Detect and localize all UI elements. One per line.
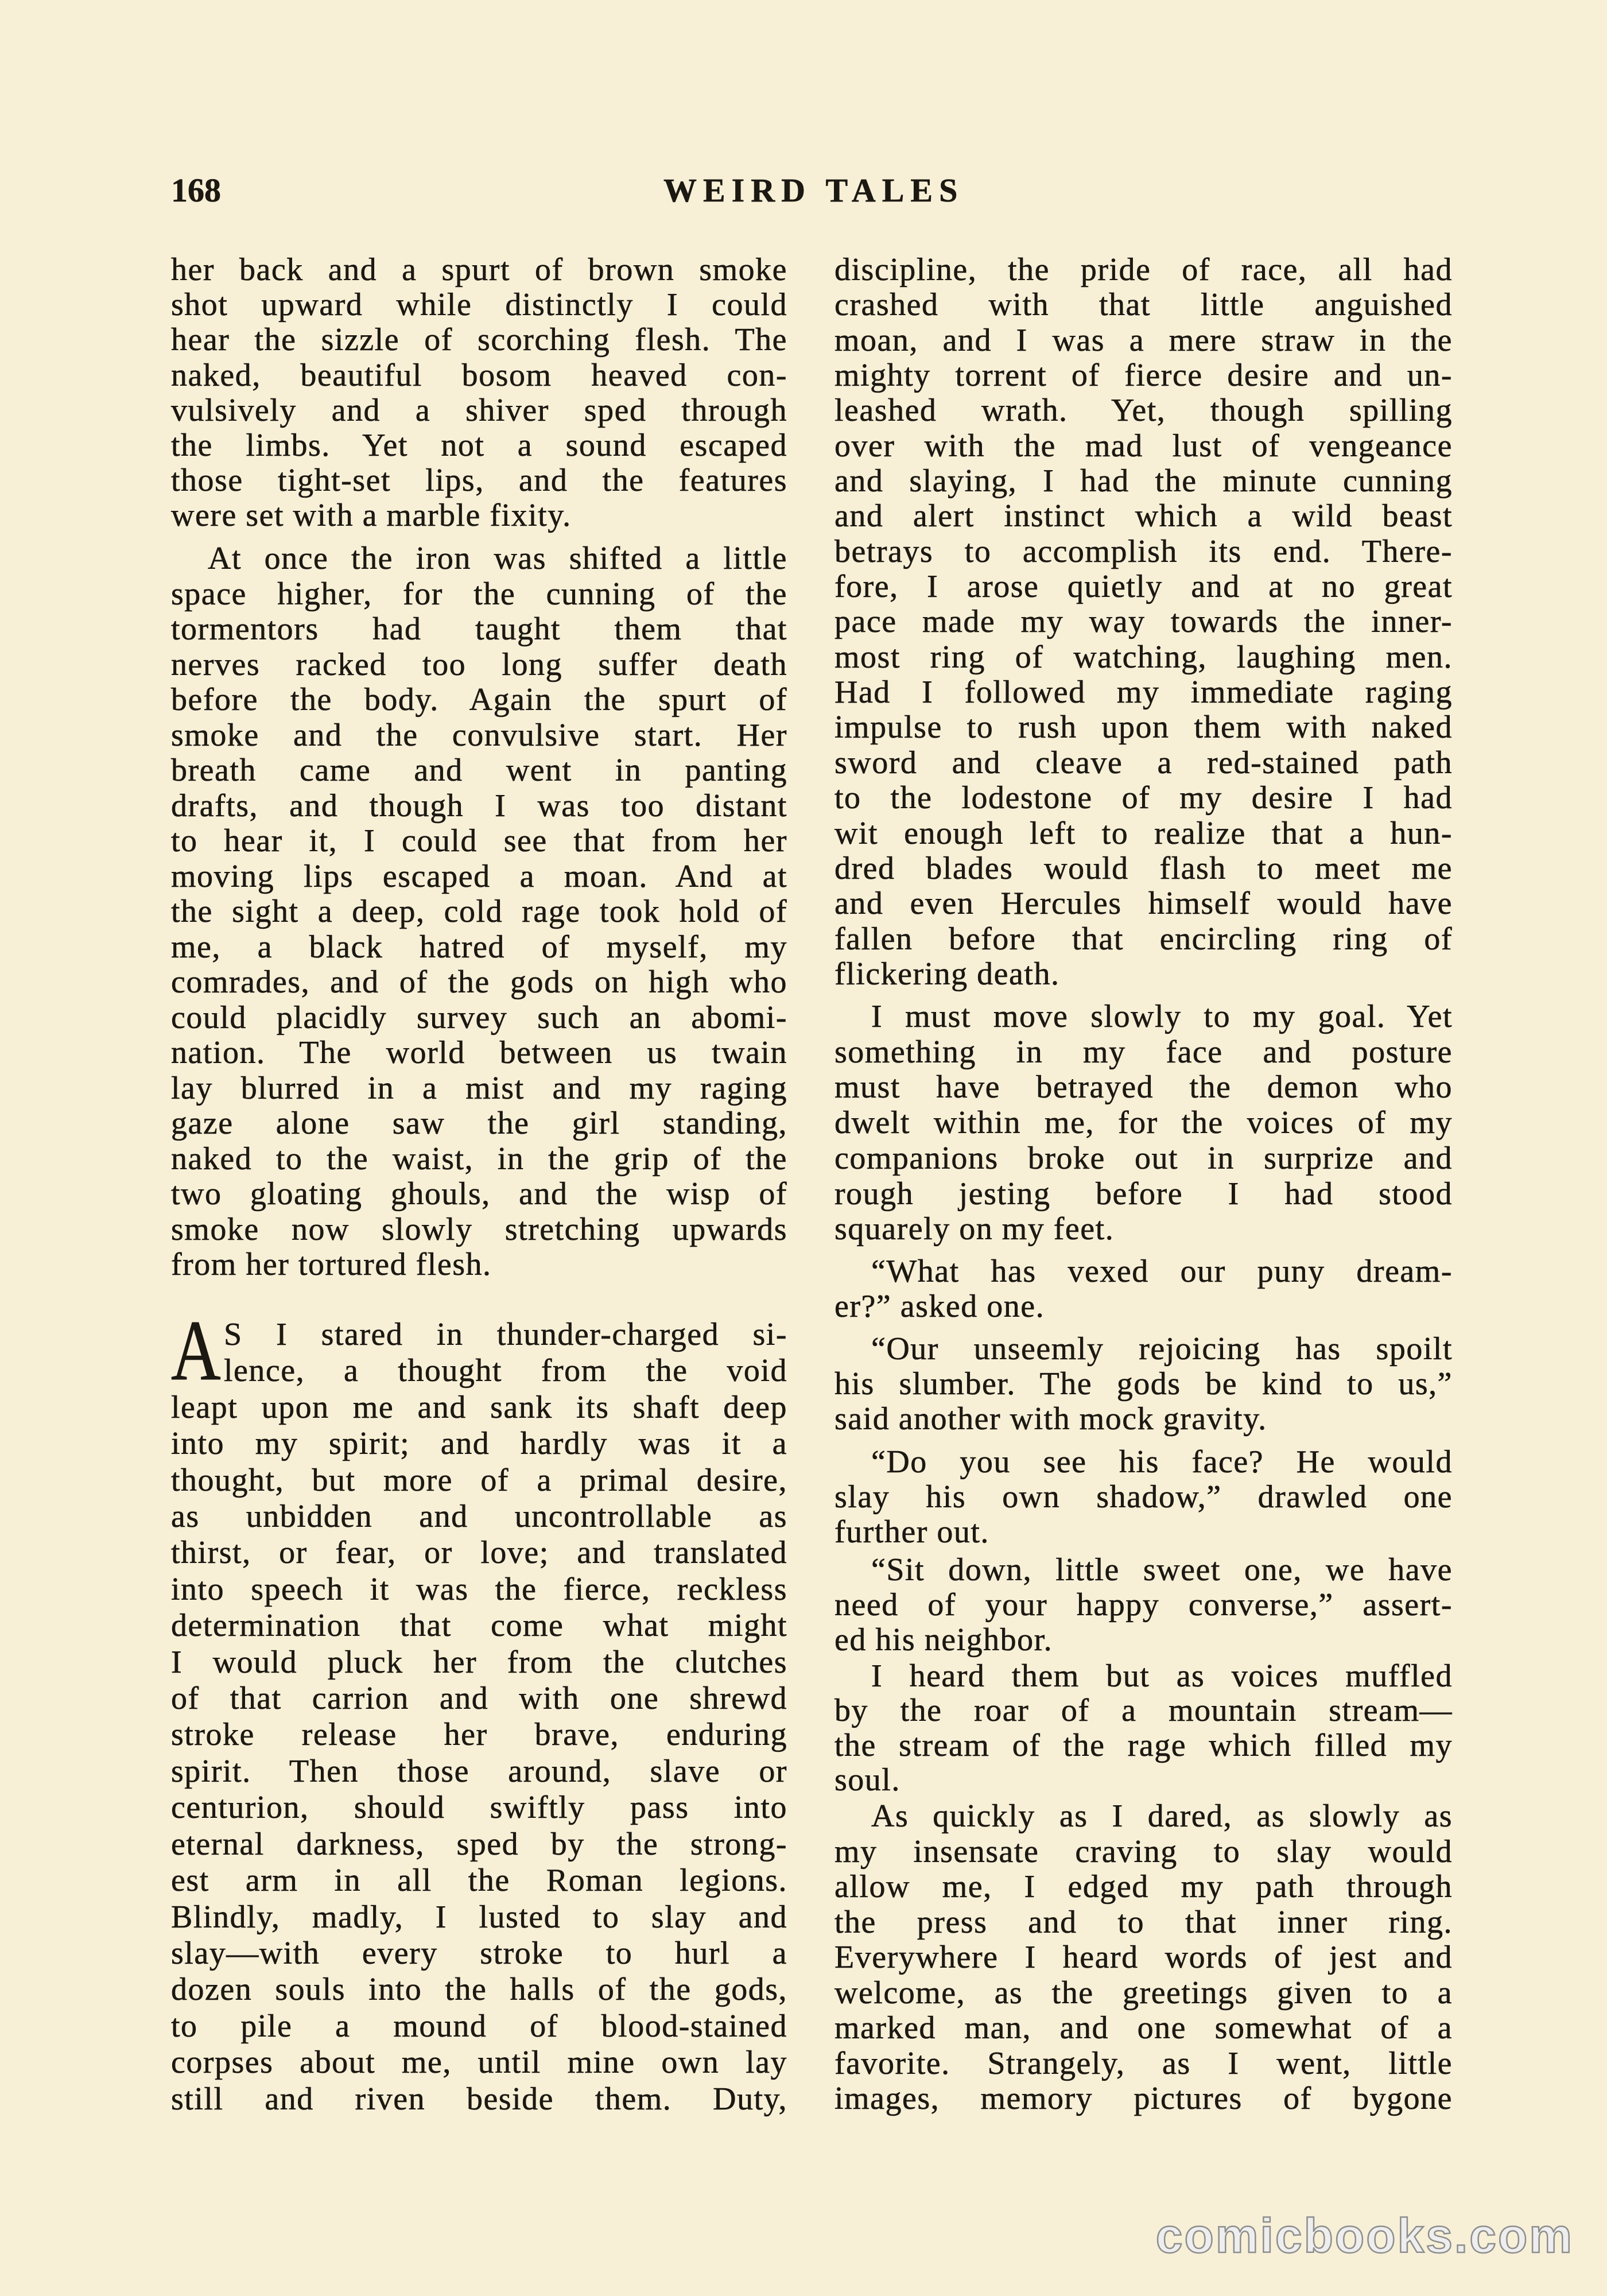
text-line: soul. bbox=[834, 1762, 900, 1798]
text-line: of that carrion and with one shrewd bbox=[171, 1681, 787, 1717]
text-line: wit enough left to realize that a hun- bbox=[834, 815, 1453, 851]
text-line: pace made my way towards the inner- bbox=[834, 604, 1453, 640]
text-line: into my spirit; and hardly was it a bbox=[171, 1426, 787, 1462]
text-line: still and riven beside them. Duty, bbox=[171, 2081, 787, 2117]
text-line: moving lips escaped a moan. And at bbox=[171, 858, 787, 894]
text-line: leapt upon me and sank its shaft deep bbox=[171, 1389, 787, 1425]
text-line: dozen souls into the halls of the gods, bbox=[171, 1972, 787, 2008]
text-line: moan, and I was a mere straw in the bbox=[834, 322, 1453, 358]
text-line: companions broke out in surprize and bbox=[834, 1140, 1453, 1176]
text-line: fore, I arose quietly and at no great bbox=[834, 569, 1453, 605]
text-line: before the body. Again the spurt of bbox=[171, 682, 787, 718]
text-line: those tight-set lips, and the features bbox=[171, 463, 787, 499]
text-line: must have betrayed the demon who bbox=[834, 1069, 1453, 1106]
text-line: most ring of watching, laughing men. bbox=[834, 639, 1453, 675]
text-line: er?” asked one. bbox=[834, 1289, 1045, 1325]
text-line: said another with mock gravity. bbox=[834, 1401, 1267, 1437]
text-line: allow me, I edged my path through bbox=[834, 1869, 1453, 1905]
text-line: tormentors had taught them that bbox=[171, 611, 787, 647]
paragraph bbox=[171, 541, 787, 1283]
text-line: over with the mad lust of vengeance bbox=[834, 428, 1453, 464]
text-line: were set with a marble fixity. bbox=[171, 498, 572, 534]
text-line: nation. The world between us twain bbox=[171, 1035, 787, 1071]
text-line: “Our unseemly rejoicing has spoilt bbox=[871, 1331, 1453, 1367]
text-line: corpses about me, until mine own lay bbox=[171, 2045, 787, 2081]
paragraph bbox=[834, 253, 1453, 992]
watermark: comicbooks.com bbox=[1155, 2209, 1574, 2263]
text-line: As quickly as I dared, as slowly as bbox=[871, 1798, 1453, 1834]
text-line: favorite. Strangely, as I went, little bbox=[834, 2045, 1453, 2081]
text-line: sword and cleave a red-stained path bbox=[834, 744, 1453, 781]
text-line: Had I followed my immediate raging bbox=[834, 674, 1453, 711]
text-line: lay blurred in a mist and my raging bbox=[171, 1070, 787, 1106]
text-line: leashed wrath. Yet, though spilling bbox=[834, 393, 1453, 429]
text-line: I heard them but as voices muffled bbox=[871, 1658, 1453, 1694]
running-head: WEIRD TALES bbox=[663, 172, 964, 209]
text-line: S I stared in thunder-charged si- bbox=[224, 1317, 787, 1352]
text-line: naked, beautiful bosom heaved con- bbox=[171, 357, 787, 393]
text-line: nerves racked too long suffer death bbox=[171, 646, 787, 682]
text-line: mighty torrent of fierce desire and un- bbox=[834, 358, 1453, 394]
text-line: thought, but more of a primal desire, bbox=[171, 1462, 787, 1498]
text-line: squarely on my feet. bbox=[834, 1211, 1115, 1247]
right-column bbox=[834, 0, 1453, 2296]
text-line: slay his own shadow,” drawled one bbox=[834, 1479, 1453, 1515]
text-line: into speech it was the fierce, reckless bbox=[171, 1571, 787, 1607]
text-line: dred blades would flash to meet me bbox=[834, 850, 1453, 886]
paragraph bbox=[171, 253, 787, 534]
text-line: est arm in all the Roman legions. bbox=[171, 1863, 787, 1899]
text-line: and slaying, I had the minute cunning bbox=[834, 463, 1453, 499]
text-line: I would pluck her from the clutches bbox=[171, 1644, 787, 1680]
text-line: to hear it, I could see that from her bbox=[171, 823, 787, 859]
text-line: to pile a mound of blood-stained bbox=[171, 2008, 787, 2044]
text-line: space higher, for the cunning of the bbox=[171, 576, 787, 612]
text-line: eternal darkness, sped by the strong- bbox=[171, 1826, 787, 1862]
text-line: smoke and the convulsive start. Her bbox=[171, 717, 787, 753]
text-line: images, memory pictures of bygone bbox=[834, 2081, 1453, 2116]
text-line: slay—with every stroke to hurl a bbox=[171, 1935, 787, 1971]
text-line: gaze alone saw the girl standing, bbox=[171, 1106, 787, 1141]
text-line: lence, a thought from the void bbox=[224, 1353, 787, 1389]
text-line: I must move slowly to my goal. Yet bbox=[871, 999, 1453, 1034]
paragraph bbox=[834, 1659, 1453, 1798]
text-line: flickering death. bbox=[834, 956, 1060, 992]
text-line: vulsively and a shiver sped through bbox=[171, 392, 787, 428]
text-line: naked to the waist, in the grip of the bbox=[171, 1141, 787, 1177]
text-line: as unbidden and uncontrollable as bbox=[171, 1499, 787, 1535]
text-line: by the roar of a mountain stream— bbox=[834, 1693, 1453, 1729]
paragraph bbox=[834, 1553, 1453, 1658]
paragraph bbox=[834, 1445, 1453, 1550]
text-line: could placidly survey such an abomi- bbox=[171, 999, 787, 1035]
text-line: “What has vexed our puny dream- bbox=[871, 1254, 1453, 1289]
text-line: marked man, and one somewhat of a bbox=[834, 2010, 1453, 2046]
paragraph bbox=[834, 1332, 1453, 1437]
text-line: centurion, should swiftly pass into bbox=[171, 1790, 787, 1826]
left-column bbox=[171, 0, 787, 2296]
text-line: the limbs. Yet not a sound escaped bbox=[171, 428, 787, 464]
text-line: ed his neighbor. bbox=[834, 1622, 1053, 1658]
text-line: crashed with that little anguished bbox=[834, 287, 1453, 323]
text-line: hear the sizzle of scorching flesh. The bbox=[171, 322, 787, 358]
text-line: betrays to accomplish its end. There- bbox=[834, 533, 1453, 569]
text-line: from her tortured flesh. bbox=[171, 1247, 492, 1282]
text-line: me, a black hatred of myself, my bbox=[171, 929, 787, 965]
text-line: spirit. Then those around, slave or bbox=[171, 1753, 787, 1789]
text-line: breath came and went in panting bbox=[171, 753, 787, 788]
text-line: thirst, or fear, or love; and translated bbox=[171, 1535, 787, 1571]
text-line: my insensate craving to slay would bbox=[834, 1833, 1453, 1870]
paragraph bbox=[834, 999, 1453, 1247]
text-line: drafts, and though I was too distant bbox=[171, 788, 787, 824]
text-line: to the lodestone of my desire I had bbox=[834, 780, 1453, 816]
text-line: something in my face and posture bbox=[834, 1034, 1453, 1070]
text-line: need of your happy converse,” assert- bbox=[834, 1587, 1453, 1623]
text-line: impulse to rush upon them with naked bbox=[834, 709, 1453, 746]
text-line: Blindly, madly, I lusted to slay and bbox=[171, 1899, 787, 1935]
text-line: rough jesting before I had stood bbox=[834, 1176, 1453, 1212]
text-line: Everywhere I heard words of jest and bbox=[834, 1940, 1453, 1975]
text-line: welcome, as the greetings given to a bbox=[834, 1975, 1453, 2011]
text-line: and even Hercules himself would have bbox=[834, 886, 1453, 922]
text-line: and alert instinct which a wild beast bbox=[834, 498, 1453, 534]
text-line: her back and a spurt of brown smoke bbox=[171, 252, 787, 288]
text-line: stroke release her brave, enduring bbox=[171, 1717, 787, 1753]
text-line: further out. bbox=[834, 1514, 989, 1550]
paragraph bbox=[834, 1254, 1453, 1324]
text-line: smoke now slowly stretching upwards bbox=[171, 1211, 787, 1247]
text-line: fallen before that encircling ring of bbox=[834, 921, 1453, 957]
paragraph bbox=[171, 1303, 787, 2117]
drop-cap: A bbox=[171, 1303, 222, 1398]
text-line: comrades, and of the gods on high who bbox=[171, 964, 787, 1000]
paragraph bbox=[834, 1799, 1453, 2117]
text-line: two gloating ghouls, and the wisp of bbox=[171, 1176, 787, 1212]
page-number: 168 bbox=[171, 172, 221, 209]
text-line: “Sit down, little sweet one, we have bbox=[871, 1552, 1453, 1588]
text-line: the sight a deep, cold rage took hold of bbox=[171, 894, 787, 929]
text-line: his slumber. The gods be kind to us,” bbox=[834, 1366, 1453, 1402]
text-line: the stream of the rage which filled my bbox=[834, 1727, 1453, 1763]
text-line: discipline, the pride of race, all had bbox=[834, 252, 1453, 288]
text-line: shot upward while distinctly I could bbox=[171, 287, 787, 323]
text-line: determination that come what might bbox=[171, 1608, 787, 1644]
text-line: “Do you see his face? He would bbox=[871, 1444, 1453, 1480]
text-line: dwelt within me, for the voices of my bbox=[834, 1105, 1453, 1141]
text-line: At once the iron was shifted a little bbox=[208, 541, 787, 576]
text-line: the press and to that inner ring. bbox=[834, 1904, 1453, 1940]
